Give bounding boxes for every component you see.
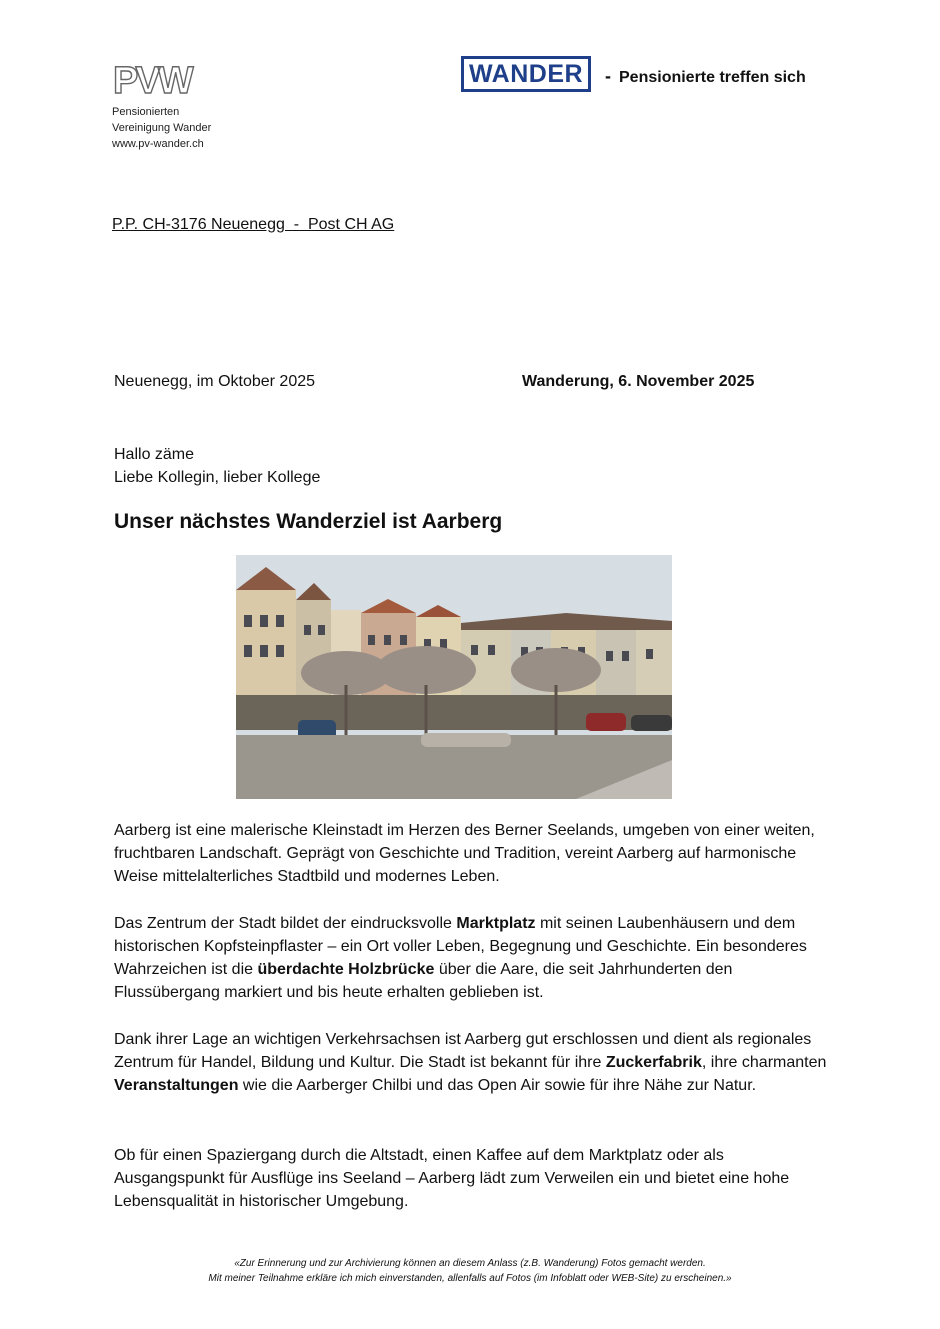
text-span: , ihre charmanten [701, 1054, 827, 1071]
paragraph-intro [114, 819, 834, 888]
footer-line: Mit meiner Teilnahme erkläre ich mich einverstanden, allenfalls auf Fotos (im Infoblatt oder WEB-Site) zu erscheinen.» [208, 1273, 732, 1284]
paragraph-closing [114, 1144, 834, 1213]
text-span: Dank ihrer Lage an wichtigen Verkehrsachsen ist Aarberg gut erschlossen und dient als regionales Zentrum für Handel, Bildung und Kultur. Die Stadt ist bekannt für ihre [114, 1031, 812, 1071]
text-span: Das Zentrum der Stadt bildet der eindrucksvolle [114, 915, 457, 932]
footer-line: «Zur Erinnerung und zur Archivierung können an diesem Anlass (z.B. Wanderung) Fotos gemacht werden. [234, 1258, 706, 1269]
text-span: über die Aare, die seit Jahrhunderten den Flussübergang markiert und bis heute erhalten geblieben ist. [114, 961, 733, 1001]
tagline-text: Pensionierte treffen sich [619, 69, 806, 86]
organization-name [112, 104, 211, 152]
bold-veranstaltungen: Veranstaltungen [114, 1077, 239, 1094]
tagline [605, 66, 806, 87]
tagline-dash: - [605, 66, 611, 86]
place-date: Neuenegg, im Oktober 2025 [114, 373, 316, 390]
hike-date: Wanderung, 6. November 2025 [522, 373, 755, 390]
headline: Unser nächstes Wanderziel ist Aarberg [114, 510, 503, 533]
org-line: Pensionierten [112, 106, 180, 118]
paragraph-text [114, 912, 834, 1004]
bold-zuckerfabrik: Zuckerfabrik [605, 1054, 702, 1071]
postal-address-line: P.P. CH-3176 Neuenegg - Post CH AG [112, 216, 395, 233]
pvw-logo-text: PVW [113, 60, 191, 98]
text-span: mit seinen Laubenhäusern und dem historischen Kopfsteinpflaster – ein Ort voller Leben, Begegnung und Geschichte. Ein besonderes Wahrzeichen ist die [114, 915, 807, 978]
bold-holzbruecke: überdachte Holzbrücke [257, 961, 435, 978]
greeting-line: Liebe Kollegin, lieber Kollege [114, 469, 321, 486]
org-line: Vereinigung Wander [112, 122, 212, 134]
paragraph-text [114, 1028, 834, 1097]
wander-logo [461, 56, 591, 92]
paragraph-text: Ob für einen Spaziergang durch die Altstadt, einen Kaffee auf dem Marktplatz oder als Ausgangspunkt für Ausflüge ins Seeland – Aarberg lädt zum Verweilen ein und bietet eine hohe Lebensqualität in historischer Umgebung. [114, 1147, 790, 1210]
org-website: www.pv-wander.ch [112, 138, 204, 150]
paragraph-text: Aarberg ist eine malerische Kleinstadt im Herzen des Berner Seelands, umgeben von einer weiten, fruchtbaren Landschaft. Geprägt von Geschichte und Tradition, vereint Aarberg auf harmonische Weise mittelalterliches Stadtbild und modernes Leben. [114, 822, 815, 885]
text-span: wie die Aarberger Chilbi und das Open Air sowie für ihre Nähe zur Natur. [238, 1077, 757, 1094]
photo-consent-footer [0, 1256, 940, 1286]
greeting-line: Hallo zäme [114, 446, 195, 463]
paragraph-location [114, 1028, 834, 1097]
wander-logo-text: WANDER [468, 59, 584, 88]
bold-marktplatz: Marktplatz [456, 915, 536, 932]
pvw-logo [113, 60, 225, 98]
aarberg-market-square-photo [236, 555, 672, 799]
paragraph-center [114, 912, 834, 1004]
greeting [114, 443, 320, 489]
